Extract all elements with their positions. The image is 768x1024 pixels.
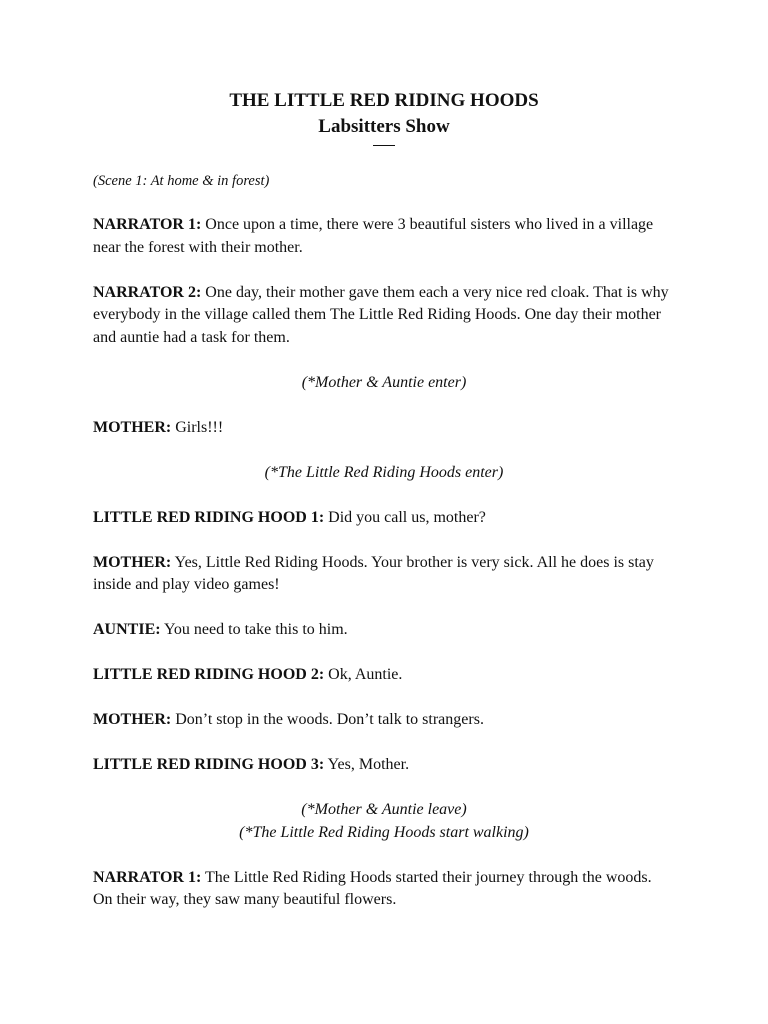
dialogue-text: Yes, Mother. [324, 756, 410, 773]
stage-direction-text: (*The Little Red Riding Hoods start walking) [239, 823, 529, 841]
speaker-name: LITTLE RED RIDING HOOD 1: [93, 508, 325, 526]
stage-direction-text: (*Mother & Auntie leave) [301, 801, 467, 818]
dialogue-line [93, 282, 675, 350]
document-title: THE LITTLE RED RIDING HOODS [229, 90, 539, 111]
dialogue-text: Once upon a time, there were 3 beautiful sisters who lived in a village near the forest with their mother. [93, 216, 654, 256]
stage-direction-text: (*The Little Red Riding Hoods enter) [264, 463, 504, 481]
stage-direction [93, 799, 675, 844]
dialogue-text: One day, their mother gave them each a very nice red cloak. That is why everybody in the village called them The Little Red Riding Hoods. One day their mother and auntie had a task for them. [93, 283, 669, 346]
scene-note: (Scene 1: At home & in forest) [93, 173, 270, 189]
dialogue-text: Did you call us, mother? [324, 508, 486, 526]
speaker-name: AUNTIE: [93, 621, 161, 638]
dialogue-text: You need to take this to him. [160, 621, 348, 638]
dialogue-line [93, 619, 675, 642]
title-divider [373, 145, 395, 146]
speaker-name: NARRATOR 2: [93, 283, 202, 301]
document-subtitle: Labsitters Show [318, 116, 450, 137]
dialogue-line [93, 664, 675, 687]
dialogue-line [93, 507, 675, 530]
stage-direction-text: (*Mother & Auntie enter) [301, 373, 467, 391]
dialogue-text: Ok, Auntie. [324, 666, 403, 683]
speaker-name: LITTLE RED RIDING HOOD 3: [93, 756, 325, 773]
dialogue-text: Don’t stop in the woods. Don’t talk to strangers. [171, 711, 484, 728]
dialogue-line [93, 867, 675, 912]
stage-direction [93, 462, 675, 485]
speaker-name: MOTHER: [93, 553, 172, 571]
dialogue-text: Yes, Little Red Riding Hoods. Your brother is very sick. All he does is stay inside and play video games! [93, 553, 654, 593]
dialogue-line [93, 709, 675, 732]
dialogue-line [93, 214, 675, 259]
dialogue-line [93, 417, 675, 440]
dialogue-text: Girls!!! [171, 418, 224, 436]
speaker-name: MOTHER: [93, 418, 172, 436]
document-header [93, 88, 675, 146]
dialogue-line [93, 754, 675, 777]
stage-direction [93, 372, 675, 395]
speaker-name: NARRATOR 1: [93, 868, 202, 886]
dialogue-text: The Little Red Riding Hoods started their journey through the woods. On their way, they saw many beautiful flowers. [93, 868, 652, 908]
speaker-name: NARRATOR 1: [93, 216, 202, 233]
dialogue-line [93, 552, 675, 597]
speaker-name: LITTLE RED RIDING HOOD 2: [93, 666, 325, 683]
speaker-name: MOTHER: [93, 711, 172, 728]
